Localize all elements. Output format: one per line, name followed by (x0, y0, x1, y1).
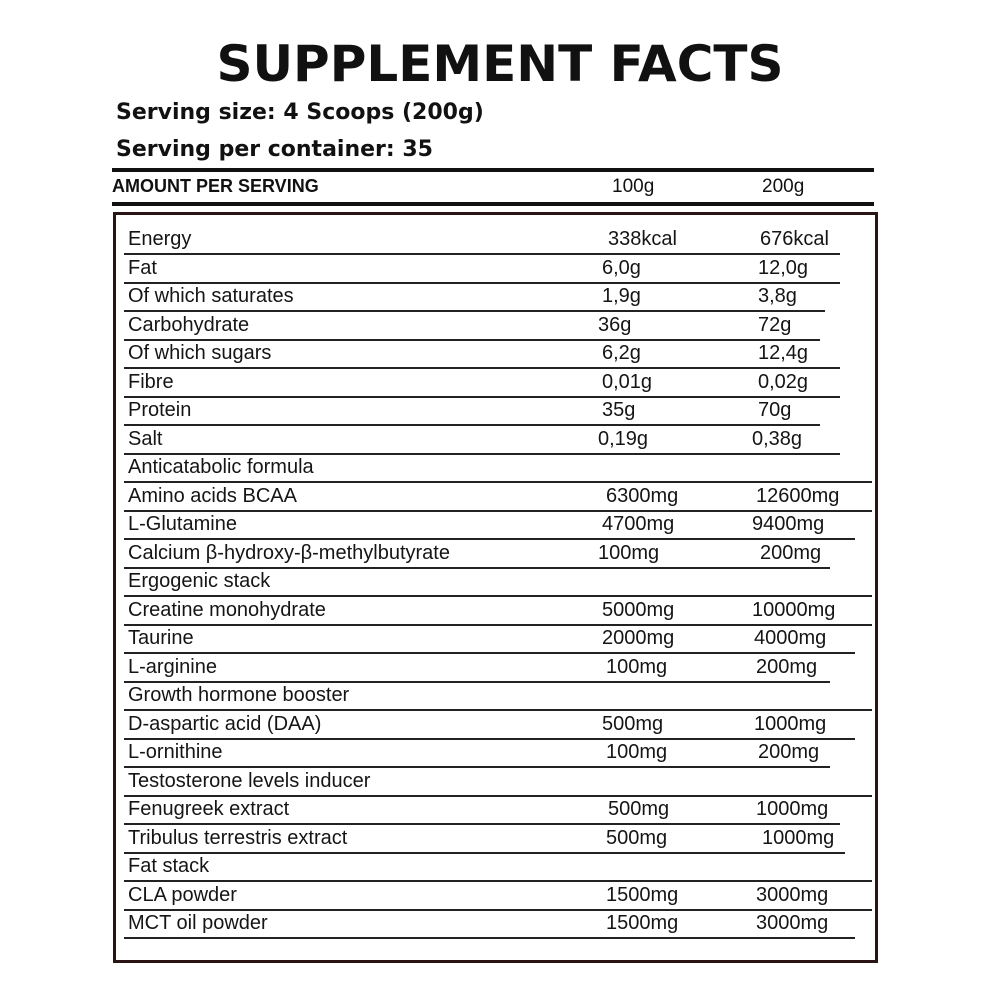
value-per-200g: 0,02g (758, 370, 809, 393)
value-per-200g: 1000mg (756, 798, 829, 820)
value-per-100g: 4700mg (602, 513, 675, 535)
nutrient-label: Of which sugars (128, 342, 272, 364)
nutrient-label: L-ornithine (128, 741, 223, 763)
value-per-200g: 3000mg (756, 883, 829, 906)
nutrient-label: Tribulus terrestris extract (128, 826, 348, 849)
table-row (0, 709, 1000, 737)
nutrient-label: Growth hormone booster (128, 684, 350, 706)
value-per-200g: 3,8g (758, 285, 797, 307)
value-per-100g: 500mg (608, 798, 670, 820)
value-per-200g: 3000mg (756, 912, 829, 934)
nutrient-label: CLA powder (128, 883, 237, 906)
nutrient-label: L-Glutamine (128, 513, 237, 535)
value-per-200g: 9400mg (752, 513, 825, 535)
value-per-100g: 100mg (598, 541, 660, 564)
table-row (0, 452, 1000, 480)
page-title: SUPPLEMENT FACTS (216, 35, 784, 93)
nutrient-label: Taurine (128, 627, 194, 649)
table-row (0, 823, 1000, 851)
table-row (0, 395, 1000, 423)
table-row (0, 481, 1000, 509)
nutrient-label: Calcium β-hydroxy-β-methylbutyrate (128, 541, 450, 564)
value-per-200g: 200mg (758, 741, 820, 763)
table-row (0, 224, 1000, 252)
value-per-100g: 100mg (606, 741, 668, 763)
value-per-200g: 12,0g (758, 256, 809, 279)
table-row (0, 566, 1000, 594)
value-per-200g: 12,4g (758, 342, 809, 364)
table-row (0, 794, 1000, 822)
value-per-100g: 6300mg (606, 484, 679, 507)
value-per-100g: 35g (602, 399, 636, 421)
value-per-100g: 1500mg (606, 912, 679, 934)
table-row (0, 766, 1000, 794)
column-header-200g: 200g (762, 176, 805, 197)
value-per-100g: 100mg (606, 655, 668, 678)
value-per-200g: 1000mg (762, 826, 835, 849)
value-per-200g: 200mg (760, 541, 822, 564)
nutrient-label: Of which saturates (128, 285, 294, 307)
value-per-100g: 0,19g (598, 427, 649, 450)
row-divider (124, 937, 855, 939)
nutrient-label: MCT oil powder (128, 912, 268, 934)
value-per-200g: 12600mg (756, 484, 840, 507)
value-per-200g: 1000mg (754, 712, 827, 735)
header-rule-bottom (112, 202, 874, 206)
value-per-200g: 70g (758, 399, 792, 421)
nutrient-label: Amino acids BCAA (128, 484, 297, 507)
nutrient-label: Energy (128, 228, 192, 250)
table-row (0, 680, 1000, 708)
nutrient-label: Fat (128, 256, 157, 279)
nutrient-label: Creatine monohydrate (128, 598, 326, 621)
value-per-100g: 0,01g (602, 370, 653, 393)
table-row (0, 623, 1000, 651)
value-per-100g: 36g (598, 313, 632, 336)
table-row (0, 595, 1000, 623)
nutrient-label: D-aspartic acid (DAA) (128, 712, 322, 735)
table-row (0, 424, 1000, 452)
value-per-100g: 500mg (606, 826, 668, 849)
column-header-100g: 100g (612, 176, 655, 197)
value-per-200g: 200mg (756, 655, 818, 678)
serving-per-container: Serving per container: 35 (116, 137, 433, 162)
value-per-200g: 72g (758, 313, 792, 336)
value-per-200g: 0,38g (752, 427, 803, 450)
value-per-100g: 1,9g (602, 285, 641, 307)
table-row (0, 253, 1000, 281)
value-per-100g: 338kcal (608, 228, 677, 250)
table-row (0, 652, 1000, 680)
nutrient-label: Fat stack (128, 855, 210, 877)
table-row (0, 281, 1000, 309)
header-rule-top (112, 168, 874, 172)
nutrient-label: Fibre (128, 370, 174, 393)
amount-per-serving-label: AMOUNT PER SERVING (112, 176, 319, 196)
nutrient-label: Salt (128, 427, 163, 450)
value-per-200g: 4000mg (754, 627, 827, 649)
nutrient-label: Anticatabolic formula (128, 456, 314, 478)
value-per-200g: 10000mg (752, 598, 836, 621)
value-per-100g: 6,0g (602, 256, 641, 279)
table-row (0, 880, 1000, 908)
table-row (0, 509, 1000, 537)
value-per-100g: 1500mg (606, 883, 679, 906)
value-per-100g: 500mg (602, 712, 664, 735)
nutrient-label: Ergogenic stack (128, 570, 271, 592)
table-row (0, 367, 1000, 395)
value-per-100g: 5000mg (602, 598, 675, 621)
table-row (0, 310, 1000, 338)
table-row (0, 851, 1000, 879)
nutrient-label: Fenugreek extract (128, 798, 290, 820)
table-row (0, 538, 1000, 566)
nutrient-label: Testosterone levels inducer (128, 769, 371, 792)
nutrient-label: Protein (128, 399, 192, 421)
table-row (0, 338, 1000, 366)
table-row (0, 737, 1000, 765)
serving-size: Serving size: 4 Scoops (200g) (116, 100, 484, 125)
value-per-100g: 6,2g (602, 342, 641, 364)
nutrient-label: Carbohydrate (128, 313, 250, 336)
value-per-200g: 676kcal (760, 228, 829, 250)
table-row (0, 908, 1000, 936)
value-per-100g: 2000mg (602, 627, 675, 649)
nutrient-label: L-arginine (128, 655, 217, 678)
